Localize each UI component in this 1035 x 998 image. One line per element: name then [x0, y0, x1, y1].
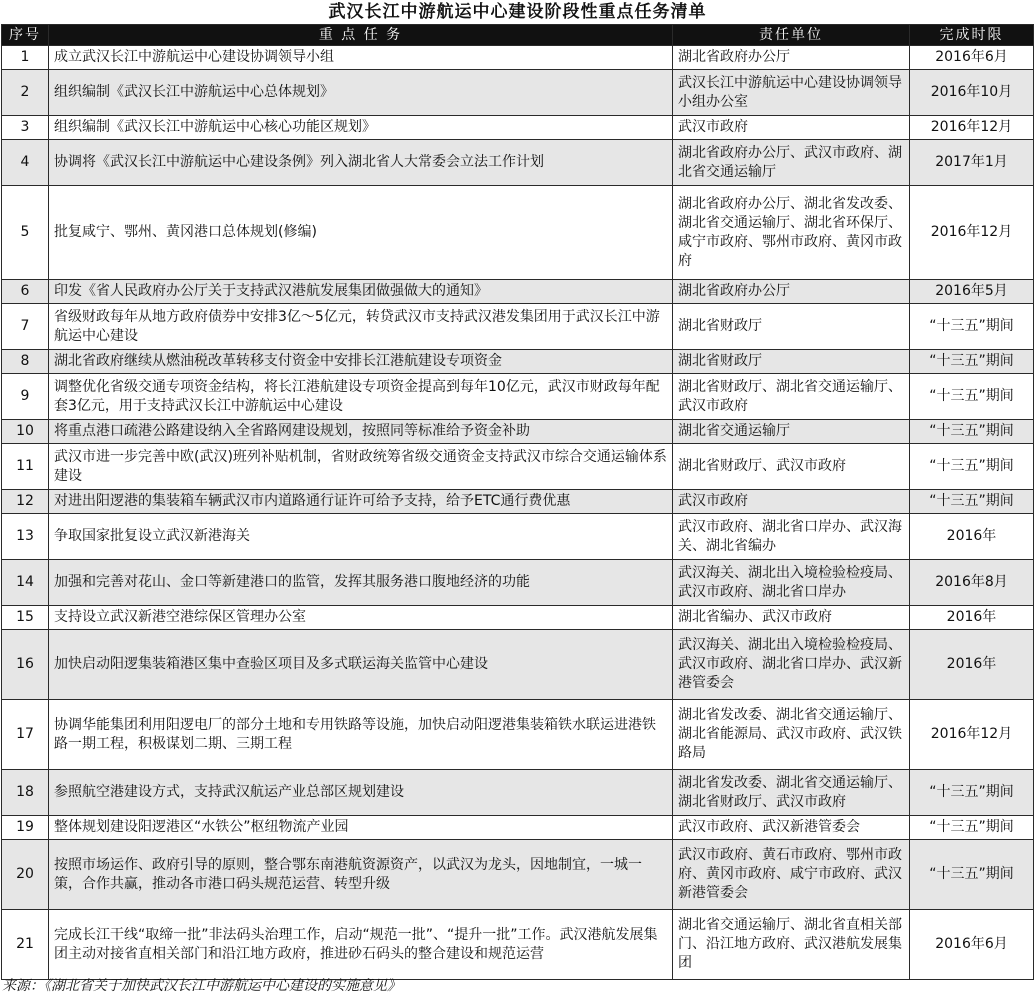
row-num: 12 — [2, 490, 49, 514]
row-unit: 武汉市政府 — [673, 116, 910, 140]
row-num: 15 — [2, 606, 49, 630]
row-deadline: 2016年 — [910, 514, 1034, 560]
row-task: 将重点港口疏港公路建设纳入全省路网建设规划，按照同等标准给予资金补助 — [49, 420, 673, 444]
row-num: 4 — [2, 140, 49, 186]
row-num: 5 — [2, 186, 49, 280]
row-num: 6 — [2, 280, 49, 304]
row-unit: 湖北省发改委、湖北省交通运输厅、湖北省财政厅、武汉市政府 — [673, 770, 910, 816]
row-deadline: “十三五”期间 — [910, 490, 1034, 514]
row-num: 7 — [2, 304, 49, 350]
table-row — [2, 350, 1034, 374]
row-task: 加强和完善对花山、金口等新建港口的监管，发挥其服务港口腹地经济的功能 — [49, 560, 673, 606]
row-task: 支持设立武汉新港空港综保区管理办公室 — [49, 606, 673, 630]
row-num: 19 — [2, 816, 49, 840]
row-deadline: “十三五”期间 — [910, 374, 1034, 420]
row-num: 9 — [2, 374, 49, 420]
table-body — [2, 46, 1034, 980]
row-deadline: “十三五”期间 — [910, 840, 1034, 910]
row-unit: 湖北省编办、武汉市政府 — [673, 606, 910, 630]
table-row — [2, 70, 1034, 116]
row-task: 武汉市进一步完善中欧(武汉)班列补贴机制，省财政统筹省级交通资金支持武汉市综合交通运输体系建设 — [49, 444, 673, 490]
row-deadline: 2016年6月 — [910, 46, 1034, 70]
table-header-row — [2, 25, 1034, 46]
row-unit: 武汉市政府 — [673, 490, 910, 514]
row-unit: 湖北省财政厅 — [673, 350, 910, 374]
row-unit: 武汉市政府、湖北省口岸办、武汉海关、湖北省编办 — [673, 514, 910, 560]
row-task: 批复咸宁、鄂州、黄冈港口总体规划(修编) — [49, 186, 673, 280]
row-deadline: “十三五”期间 — [910, 350, 1034, 374]
row-deadline: “十三五”期间 — [910, 770, 1034, 816]
row-task: 省级财政每年从地方政府债券中安排3亿～5亿元，转贷武汉市支持武汉港发集团用于武汉长江中游航运中心建设 — [49, 304, 673, 350]
table-row — [2, 374, 1034, 420]
row-deadline: 2016年8月 — [910, 560, 1034, 606]
row-task: 加快启动阳逻集装箱港区集中查验区项目及多式联运海关监管中心建设 — [49, 630, 673, 700]
row-num: 14 — [2, 560, 49, 606]
row-unit: 湖北省交通运输厅、湖北省直相关部门、沿江地方政府、武汉港航发展集团 — [673, 910, 910, 980]
row-task: 参照航空港建设方式，支持武汉航运产业总部区规划建设 — [49, 770, 673, 816]
table-row — [2, 840, 1034, 910]
table-row — [2, 816, 1034, 840]
row-deadline: 2016年 — [910, 630, 1034, 700]
table-row — [2, 280, 1034, 304]
table-row — [2, 560, 1034, 606]
row-num: 20 — [2, 840, 49, 910]
row-unit: 湖北省政府办公厅 — [673, 280, 910, 304]
table-row — [2, 116, 1034, 140]
row-deadline: 2016年10月 — [910, 70, 1034, 116]
row-num: 2 — [2, 70, 49, 116]
row-unit: 湖北省政府办公厅 — [673, 46, 910, 70]
row-num: 8 — [2, 350, 49, 374]
row-deadline: 2017年1月 — [910, 140, 1034, 186]
row-num: 3 — [2, 116, 49, 140]
header-num: 序号 — [2, 25, 49, 46]
row-task: 组织编制《武汉长江中游航运中心总体规划》 — [49, 70, 673, 116]
table-row — [2, 490, 1034, 514]
row-unit: 武汉海关、湖北出入境检验检疫局、武汉市政府、湖北省口岸办 — [673, 560, 910, 606]
row-unit: 武汉海关、湖北出入境检验检疫局、武汉市政府、湖北省口岸办、武汉新港管委会 — [673, 630, 910, 700]
row-deadline: 2016年12月 — [910, 186, 1034, 280]
table-row — [2, 910, 1034, 980]
row-task: 协调将《武汉长江中游航运中心建设条例》列入湖北省人大常委会立法工作计划 — [49, 140, 673, 186]
table-row — [2, 186, 1034, 280]
row-unit: 湖北省发改委、湖北省交通运输厅、湖北省能源局、武汉市政府、武汉铁路局 — [673, 700, 910, 770]
table-row — [2, 630, 1034, 700]
row-num: 10 — [2, 420, 49, 444]
row-num: 17 — [2, 700, 49, 770]
table-row — [2, 304, 1034, 350]
row-unit: 湖北省政府办公厅、武汉市政府、湖北省交通运输厅 — [673, 140, 910, 186]
row-deadline: “十三五”期间 — [910, 444, 1034, 490]
table-row — [2, 420, 1034, 444]
row-unit: 湖北省财政厅 — [673, 304, 910, 350]
table-row — [2, 46, 1034, 70]
row-task: 争取国家批复设立武汉新港海关 — [49, 514, 673, 560]
row-unit: 湖北省交通运输厅 — [673, 420, 910, 444]
task-table — [1, 24, 1034, 980]
table-row — [2, 770, 1034, 816]
row-deadline: 2016年12月 — [910, 700, 1034, 770]
row-unit: 武汉长江中游航运中心建设协调领导小组办公室 — [673, 70, 910, 116]
row-num: 11 — [2, 444, 49, 490]
row-deadline: 2016年6月 — [910, 910, 1034, 980]
row-deadline: “十三五”期间 — [910, 816, 1034, 840]
row-task: 对进出阳逻港的集装箱车辆武汉市内道路通行证许可给予支持，给予ETC通行费优惠 — [49, 490, 673, 514]
document-title: 武汉长江中游航运中心建设阶段性重点任务清单 — [328, 2, 707, 22]
row-task: 协调华能集团利用阳逻电厂的部分土地和专用铁路等设施，加快启动阳逻港集装箱铁水联运进港铁路一期工程，积极谋划二期、三期工程 — [49, 700, 673, 770]
row-deadline: 2016年12月 — [910, 116, 1034, 140]
table-row — [2, 140, 1034, 186]
row-num: 18 — [2, 770, 49, 816]
header-task: 重 点 任 务 — [49, 25, 673, 46]
row-deadline: 2016年5月 — [910, 280, 1034, 304]
row-task: 印发《省人民政府办公厅关于支持武汉港航发展集团做强做大的通知》 — [49, 280, 673, 304]
row-deadline: “十三五”期间 — [910, 420, 1034, 444]
row-unit: 武汉市政府、武汉新港管委会 — [673, 816, 910, 840]
row-task: 成立武汉长江中游航运中心建设协调领导小组 — [49, 46, 673, 70]
row-task: 完成长江干线“取缔一批”非法码头治理工作，启动“规范一批”、“提升一批”工作。武汉港航发展集团主动对接省直相关部门和沿江地方政府，推进砂石码头的整合建设和规范运营 — [49, 910, 673, 980]
row-num: 1 — [2, 46, 49, 70]
row-task: 调整优化省级交通专项资金结构，将长江港航建设专项资金提高到每年10亿元，武汉市财政每年配套3亿元，用于支持武汉长江中游航运中心建设 — [49, 374, 673, 420]
row-num: 21 — [2, 910, 49, 980]
row-unit: 武汉市政府、黄石市政府、鄂州市政府、黄冈市政府、咸宁市政府、武汉新港管委会 — [673, 840, 910, 910]
row-deadline: 2016年 — [910, 606, 1034, 630]
row-unit: 湖北省政府办公厅、湖北省发改委、湖北省交通运输厅、湖北省环保厅、咸宁市政府、鄂州市政府、黄冈市政府 — [673, 186, 910, 280]
row-task: 按照市场运作、政府引导的原则，整合鄂东南港航资源资产，以武汉为龙头，因地制宜，一城一策，合作共赢，推动各市港口码头规范运营、转型升级 — [49, 840, 673, 910]
table-row — [2, 444, 1034, 490]
row-num: 13 — [2, 514, 49, 560]
header-unit: 责任单位 — [673, 25, 910, 46]
row-unit: 湖北省财政厅、武汉市政府 — [673, 444, 910, 490]
table-row — [2, 606, 1034, 630]
source-note: 来源：《湖北省关于加快武汉长江中游航运中心建设的实施意见》 — [2, 978, 401, 994]
row-num: 16 — [2, 630, 49, 700]
header-deadline: 完成时限 — [910, 25, 1034, 46]
row-task: 整体规划建设阳逻港区“水铁公”枢纽物流产业园 — [49, 816, 673, 840]
row-task: 湖北省政府继续从燃油税改革转移支付资金中安排长江港航建设专项资金 — [49, 350, 673, 374]
row-unit: 湖北省财政厅、湖北省交通运输厅、武汉市政府 — [673, 374, 910, 420]
row-deadline: “十三五”期间 — [910, 304, 1034, 350]
table-row — [2, 514, 1034, 560]
table-row — [2, 700, 1034, 770]
row-task: 组织编制《武汉长江中游航运中心核心功能区规划》 — [49, 116, 673, 140]
